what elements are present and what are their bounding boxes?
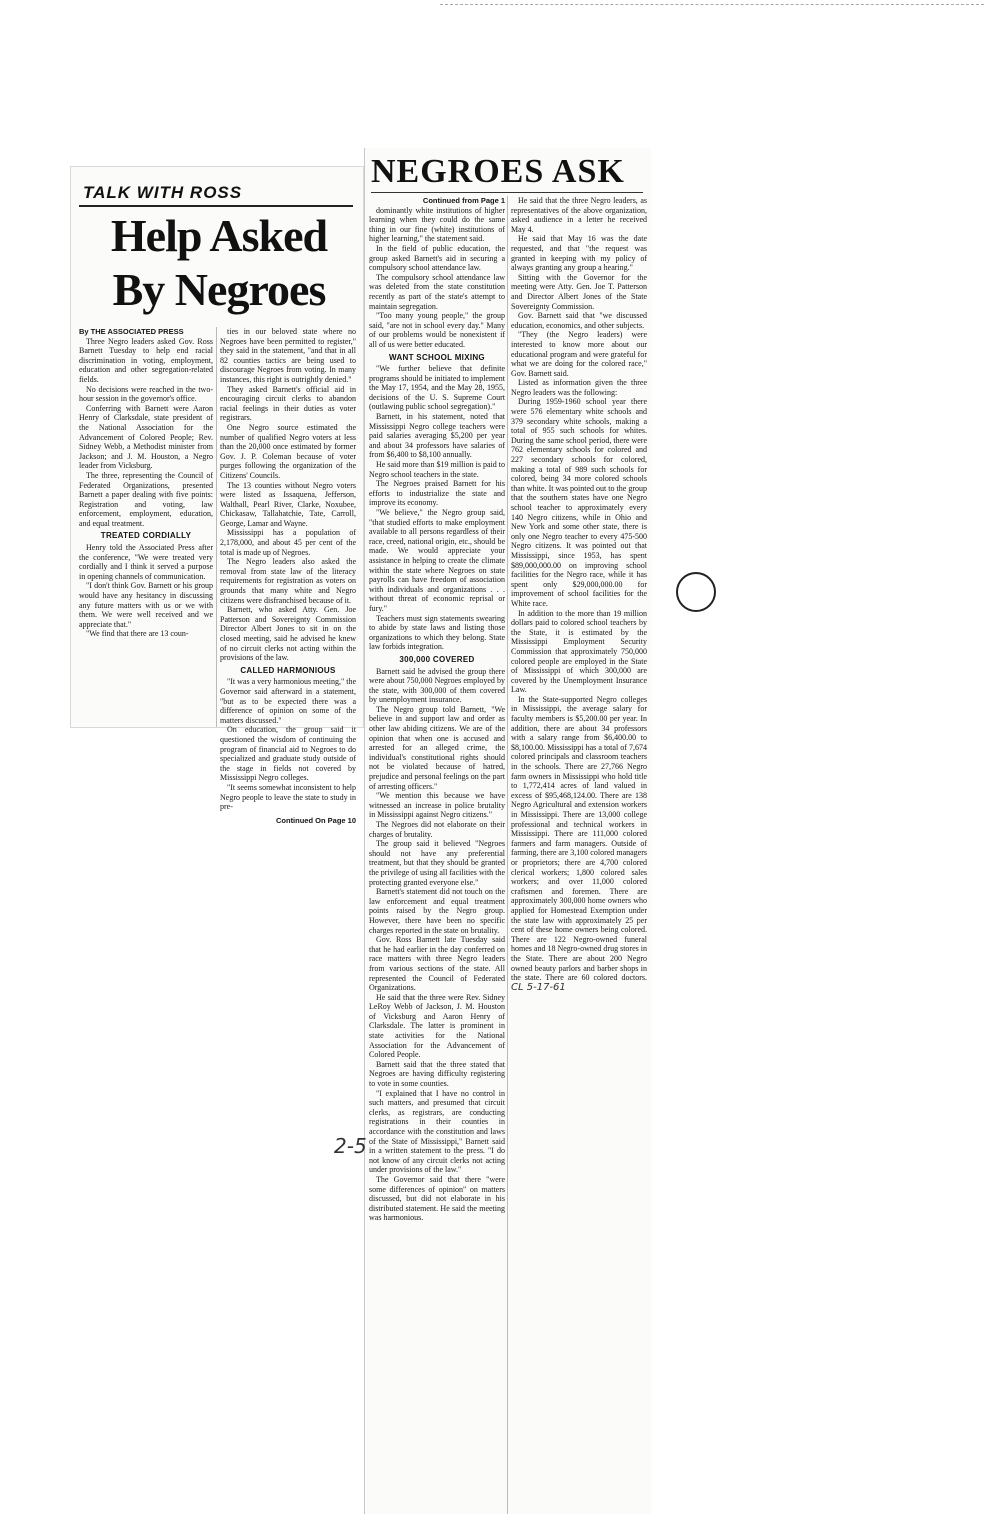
paragraph: They asked Barnett's official aid in encouraging circuit clerks to abandon racial feelings in their duties as voter registrars. — [220, 384, 356, 423]
paragraph: He said more than $19 million is paid to Negro school teachers in the state. — [369, 460, 505, 479]
paragraph: Barnett's statement did not touch on the law enforcement and equal treatment points raised by the Negro group. However, there have been no specific charges reported in the state on brutality. — [369, 887, 505, 935]
paragraph: Barnett said that the three stated that Negroes are having difficulty registering to vote in some counties. — [369, 1059, 505, 1089]
paragraph — [511, 695, 647, 992]
paragraph: "It was a very harmonious meeting," the Governor said afterward in a statement, "but as to be expected there was a difference of opinion on some of the matters discussed." — [220, 677, 356, 725]
paragraph: The compulsory school attendance law was deleted from the state constitution recently as part of the state's attempt to maintain segregation. — [369, 272, 505, 311]
paragraph: He said that the three were Rev. Sidney LeRoy Webb of Jackson, J. M. Houston of Vicksburg and Aaron Henry of Clarksdale. The latter is prominent in state activities for the National Association for the Advancement of Colored People. — [369, 992, 505, 1060]
left-column-2 — [220, 327, 356, 825]
paragraph: The Governor said that there "were some differences of opinion" on matters discussed, but did not elaborate in his distributed statement. He said the meeting was harmonious. — [369, 1174, 505, 1223]
subhead: WANT SCHOOL MIXING — [389, 352, 485, 362]
headline-line-1: Help Asked — [110, 210, 328, 261]
paragraph: "I don't think Gov. Barnett or his group would have any hesitancy in discussing any future matters with us or we with them. We were well received and we appreciate that." — [79, 581, 213, 629]
paragraph: Barnett, who asked Atty. Gen. Joe Patterson and Sovereignty Commission Director Albert Jones to sit in on the closed meeting, said he advised he knew of no circuit clerks not acting within the provisions of the law. — [220, 605, 356, 663]
paragraph: The Negro group told Barnett, "We believe in and support law and order as other law abiding citizens. We are of the opinion that when one is accused and arrested for an alleged crime, the individual's constitutional rights should not be violated because of hatred, prejudice and personal feelings on the part of arresting officers." — [369, 704, 505, 791]
paragraph: In the field of public education, the group asked Barnett's aid in securing a compulsory school attendance law. — [369, 243, 505, 273]
kicker: TALK WITH ROSS — [83, 183, 243, 202]
paragraph: No decisions were reached in the two-hour session in the governor's office. — [79, 384, 213, 404]
paragraph: ties in our beloved state where no Negroes have been permitted to register," they said in the statement, "and that in all 82 counties tactics are being used to discourage Negroes from voting. In many instances, this right is outrightly denied." — [220, 327, 356, 384]
paragraph: Barnett, in his statement, noted that Mississippi Negro college teachers were paid salaries averaging $5,200 per year and about 34 professors have salaries of from $6,400 to $8,100 annually. — [369, 412, 505, 460]
paragraph: "They (the Negro leaders) were interested to know more about our educational program and were grateful for what we are doing for the colored race," Gov. Barnett said. — [511, 330, 647, 378]
byline: By THE ASSOCIATED PRESS — [79, 327, 184, 336]
paragraph-text: In the State-supported Negro colleges in Mississippi, the average salary for faculty members is $5,200.00 per year. In addition, there are about 34 professors with a salary range from $6,400.00 to $8,100.00. Mississippi has a total of 7,674 colored principals and classroom teachers in the schools. There are 27,766 Negro farm owners in Mississippi who hold title to 1,772,414 acres of land valued in excess of $95,468,124.00. There are 138 Negro Agricultural and extension workers in Mississippi. There are 13,000 college professional and technical workers in Mississippi. There are 111,000 colored farmers and farm managers. Outside of farming, there are 3,100 colored managers or proprietors; there are 4,700 colored clerical workers; 1,800 colored sales workers; and over 11,000 colored craftsmen and foremen. There are approximately 300,000 home owners who applied for Homestead Exemption under the state law with approximately 25 per cent of these home owners being colored. There are 122 Negro-owned funeral homes and 18 Negro-owned drug stores in the State. There are about 200 Negro owned beauty parlors and barber shops in the state. There are 60 colored doctors. — [511, 694, 647, 983]
circle-marker-icon — [676, 572, 716, 612]
paragraph: Teachers must sign statements swearing to abide by state laws and listing those organizations to which they belong. State law forbids integration. — [369, 613, 505, 652]
handwritten-margin-note: 2-5 — [334, 1134, 367, 1158]
top-dashed-border — [440, 4, 984, 5]
subhead: 300,000 COVERED — [399, 654, 475, 664]
right-column-2 — [511, 196, 647, 992]
column-rule — [507, 196, 508, 1514]
paragraph: "We find that there are 13 coun- — [86, 629, 189, 639]
paragraph: "We believe," the Negro group said, "that studied efforts to make employment available to all persons regardless of their race, creed, national origin, etc., should be made. We would appreciate your assistance in helping to create the climate within the state where Negroes on state payrolls can have freedom of association with individuals and organizations . . . without threat of economic reprisal or fury." — [369, 508, 505, 613]
paragraph: The 13 counties without Negro voters were listed as Issaquena, Jefferson, Walthall, Pearl River, Clarke, Noxubee, Chickasaw, Tallahatchie, Tate, Carroll, George, Lamar and Wayne. — [220, 480, 356, 528]
paragraph: "We further believe that definite programs should be initiated to implement the May 17, 1954, and the May 28, 1955, decisions of the U. S. Supreme Court (outlawing public school segregation)." — [369, 364, 505, 412]
paragraph: In addition to the more than 19 million dollars paid to colored school teachers by the State, it is estimated by the Mississippi Employment Security Commission that approximately 750,000 colored people are employed in the State of Mississippi of which 300,000 are covered by the Unemployment Insurance Law. — [511, 608, 647, 695]
headline-rule — [371, 192, 643, 193]
paragraph: The Negro leaders also asked the removal from state law of the literacy requirements for registration as voters on grounds that many white and Negro citizens were disfranchised because of it. — [220, 557, 356, 605]
paragraph: One Negro source estimated the number of qualified Negro voters at less than the 20,000 once estimated by former Gov. J. P. Coleman because of voter purges following the organization of the Citizens' Councils. — [220, 422, 356, 480]
headline-line-2: By Negroes — [112, 264, 326, 315]
paragraph: "Too many young people," the group said, "are not in school every day." Many of our problems would be nonexistent if all of us were better educated. — [369, 311, 505, 349]
paragraph: Gov. Ross Barnett late Tuesday said that he had earlier in the day conferred on race matters with three Negro leaders from various sections of the state. All represented the Council of Federated Organizations. — [369, 935, 505, 993]
left-column-1 — [79, 327, 213, 639]
paragraph: "I explained that I have no control in such matters, and presumed that circuit clerks, as registrars, are conducting registrations in their counties in accordance with the constitution and laws of the State of Mississippi," Barnett said in a written statement to the press. "I do not know of any circuit clerks not acting under provisions of the law." — [369, 1088, 505, 1175]
paragraph: He said that May 16 was the date requested, and that "the request was granted in keeping with my policy of always granting any group a hearing." — [511, 234, 647, 273]
subhead: TREATED CORDIALLY — [100, 531, 192, 541]
paragraph: "We mention this because we have witnessed an increase in police brutality in Mississippi against Negro citizens." — [369, 791, 505, 820]
continued-line: Continued On Page 10 — [275, 815, 356, 825]
paragraph: "It seems somewhat inconsistent to help Negro people to leave the state to study in pre- — [220, 782, 356, 812]
right-news-clipping — [364, 148, 651, 1514]
paragraph: Barnett said he advised the group there were about 750,000 Negroes employed by the state, with 300,000 of them covered by unemployment insurance. — [369, 666, 505, 705]
paragraph: Gov. Barnett said that "we discussed education, economics, and other subjects. — [511, 311, 647, 330]
paragraph: The three, representing the Council of Federated Organizations, presented Barnett a paper dealing with five points: Registration and voting, law enforcement, employment, education, and equal treatment. — [79, 470, 213, 528]
right-column-1 — [369, 196, 505, 1223]
subhead: CALLED HARMONIOUS — [240, 665, 336, 675]
headline — [89, 209, 349, 317]
paragraph: Henry told the Associated Press after the conference, "We were treated very cordially and I think it served a purpose in opening channels of communication. — [79, 543, 213, 581]
paragraph: Sitting with the Governor for the meeting were Atty. Gen. Joe T. Patterson and Director Albert Jones of the State Sovereignty Commission. — [511, 272, 647, 311]
paragraph: Three Negro leaders asked Gov. Ross Barnett Tuesday to help end racial discrimination in voting, employment, education and other segregation-related fields. — [79, 336, 213, 384]
paragraph: On education, the group said it questioned the wisdom of continuing the program of financial aid to Negroes to do specialized and graduate study outside of the stage in fields not covered by Mississippi Negro colleges. — [220, 725, 356, 783]
kicker-rule — [79, 205, 353, 207]
column-rule — [216, 327, 217, 727]
paragraph: The group said it believed "Negroes should not have any preferential treatment, but that they should be granted the privilege of using all facilities with the protecting granted everyone else." — [369, 839, 505, 887]
paragraph: Conferring with Barnett were Aaron Henry of Clarksdale, state president of the National Association for the Advancement of Colored People; Rev. Sidney Webb, a Methodist minister from Jackson; and J. M. Houston, a Negro leader from Vicksburg. — [79, 403, 213, 471]
handwritten-date: CL 5-17-61 — [511, 981, 566, 993]
paragraph: He said that the three Negro leaders, as representatives of the above organization, asked audience in a letter he received May 4. — [511, 196, 647, 234]
paragraph: dominantly white institutions of higher learning when they could do the same thing in our fine (white) institutions of higher learning," the statement said. — [369, 205, 505, 244]
paragraph: Mississippi has a population of 2,178,000, and about 45 per cent of the total is made up of Negroes. — [220, 528, 356, 557]
paragraph: The Negroes praised Barnett for his efforts to industrialize the state and improve its economy. — [369, 479, 505, 508]
continued-from-line: Continued from Page 1 — [422, 196, 505, 205]
paragraph: During 1959-1960 school year there were 576 elementary white schools and 379 secondary white schools, making a total of 955 such schools for whites. During the same school period, there were 762 elementary schools for colored and 227 secondary schools for colored, making a total of 989 such schools for colored, being 34 more colored schools than white. It was pointed out to the group that the southern states have one Negro school teacher to approximately every 140 Negro citizens, while in Ohio and New York and some other state, there is only one Negro teacher to every 475-500 Negro citizens. It was pointed out that Mississippi, since 1953, has spent $89,000,000.00 on improving school facilities for the Negro race, while it has spent only $29,000,000.00 for improvement of school facilities for the White race. — [511, 397, 647, 608]
paragraph: The Negroes did not elaborate on their charges of brutality. — [369, 820, 505, 839]
left-news-clipping — [70, 166, 364, 825]
continuation-headline: NEGROES ASK — [371, 153, 625, 190]
paragraph: Listed as information given the three Negro leaders was the following: — [511, 378, 647, 397]
